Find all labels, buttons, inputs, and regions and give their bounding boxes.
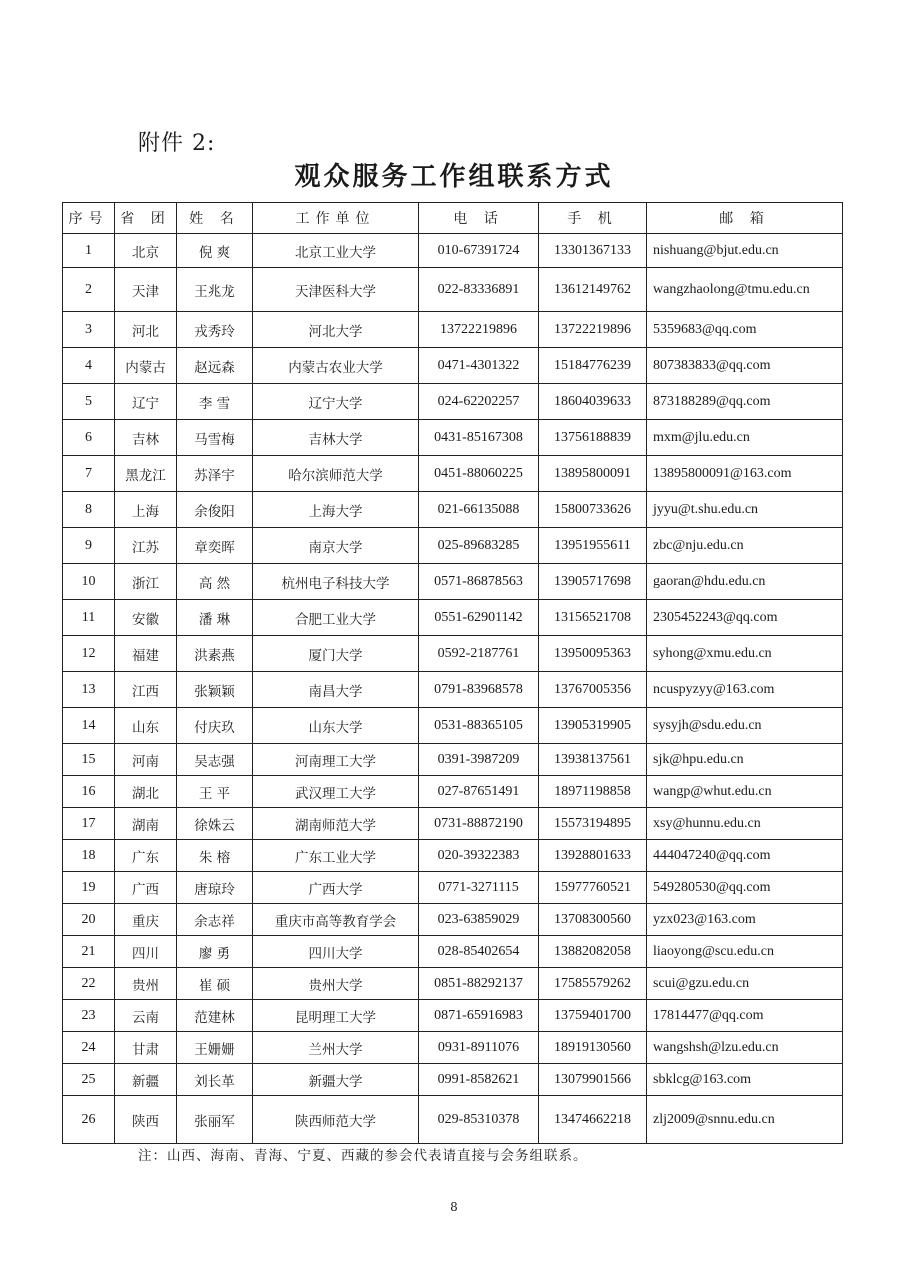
cell-phone: 010-67391724	[419, 234, 539, 268]
cell-email: sjk@hpu.edu.cn	[647, 744, 843, 776]
cell-province: 北京	[115, 234, 177, 268]
cell-phone: 13722219896	[419, 312, 539, 348]
cell-phone: 0771-3271115	[419, 872, 539, 904]
cell-phone: 0851-88292137	[419, 968, 539, 1000]
cell-name: 章奕晖	[177, 528, 253, 564]
cell-province: 新疆	[115, 1064, 177, 1096]
cell-email: wangp@whut.edu.cn	[647, 776, 843, 808]
table-row	[63, 744, 843, 776]
cell-organization: 兰州大学	[253, 1032, 419, 1064]
cell-phone: 0791-83968578	[419, 672, 539, 708]
cell-name: 余俊阳	[177, 492, 253, 528]
cell-mobile: 13156521708	[539, 600, 647, 636]
table-row	[63, 968, 843, 1000]
cell-mobile: 18919130560	[539, 1032, 647, 1064]
cell-mobile: 13756188839	[539, 420, 647, 456]
cell-index: 26	[63, 1096, 115, 1144]
cell-province: 安徽	[115, 600, 177, 636]
cell-phone: 029-85310378	[419, 1096, 539, 1144]
cell-phone: 022-83336891	[419, 268, 539, 312]
cell-organization: 北京工业大学	[253, 234, 419, 268]
cell-organization: 上海大学	[253, 492, 419, 528]
table-row	[63, 708, 843, 744]
cell-name: 付庆玖	[177, 708, 253, 744]
cell-email: 17814477@qq.com	[647, 1000, 843, 1032]
cell-index: 5	[63, 384, 115, 420]
cell-index: 12	[63, 636, 115, 672]
table-row	[63, 348, 843, 384]
table-row	[63, 904, 843, 936]
cell-name: 王兆龙	[177, 268, 253, 312]
table-row	[63, 808, 843, 840]
cell-organization: 哈尔滨师范大学	[253, 456, 419, 492]
cell-index: 21	[63, 936, 115, 968]
page-number: 8	[450, 1200, 458, 1214]
cell-province: 浙江	[115, 564, 177, 600]
cell-mobile: 15184776239	[539, 348, 647, 384]
cell-phone: 0871-65916983	[419, 1000, 539, 1032]
cell-organization: 天津医科大学	[253, 268, 419, 312]
cell-organization: 重庆市高等教育学会	[253, 904, 419, 936]
cell-phone: 0931-8911076	[419, 1032, 539, 1064]
cell-email: zlj2009@snnu.edu.cn	[647, 1096, 843, 1144]
cell-index: 9	[63, 528, 115, 564]
cell-organization: 广西大学	[253, 872, 419, 904]
table-row	[63, 234, 843, 268]
cell-province: 上海	[115, 492, 177, 528]
cell-email: 873188289@qq.com	[647, 384, 843, 420]
cell-province: 天津	[115, 268, 177, 312]
table-row	[63, 776, 843, 808]
cell-email: 807383833@qq.com	[647, 348, 843, 384]
cell-email: jyyu@t.shu.edu.cn	[647, 492, 843, 528]
cell-organization: 南昌大学	[253, 672, 419, 708]
cell-name: 倪 爽	[177, 234, 253, 268]
cell-index: 23	[63, 1000, 115, 1032]
cell-phone: 024-62202257	[419, 384, 539, 420]
cell-email: syhong@xmu.edu.cn	[647, 636, 843, 672]
cell-name: 张颖颖	[177, 672, 253, 708]
table-row	[63, 312, 843, 348]
cell-province: 甘肃	[115, 1032, 177, 1064]
table-header-row	[63, 203, 843, 234]
cell-mobile: 13895800091	[539, 456, 647, 492]
cell-index: 24	[63, 1032, 115, 1064]
cell-province: 内蒙古	[115, 348, 177, 384]
page-title: 观众服务工作组联系方式	[294, 162, 614, 192]
cell-province: 湖南	[115, 808, 177, 840]
cell-organization: 南京大学	[253, 528, 419, 564]
contact-table	[62, 202, 843, 1144]
cell-email: 549280530@qq.com	[647, 872, 843, 904]
cell-name: 徐姝云	[177, 808, 253, 840]
cell-phone: 021-66135088	[419, 492, 539, 528]
cell-mobile: 15573194895	[539, 808, 647, 840]
cell-email: xsy@hunnu.edu.cn	[647, 808, 843, 840]
cell-phone: 0731-88872190	[419, 808, 539, 840]
cell-province: 河南	[115, 744, 177, 776]
cell-name: 吴志强	[177, 744, 253, 776]
cell-email: liaoyong@scu.edu.cn	[647, 936, 843, 968]
table-row	[63, 420, 843, 456]
cell-province: 四川	[115, 936, 177, 968]
cell-organization: 新疆大学	[253, 1064, 419, 1096]
cell-name: 余志祥	[177, 904, 253, 936]
table-row	[63, 268, 843, 312]
cell-index: 3	[63, 312, 115, 348]
cell-name: 张丽军	[177, 1096, 253, 1144]
cell-index: 1	[63, 234, 115, 268]
table-row	[63, 456, 843, 492]
cell-province: 山东	[115, 708, 177, 744]
cell-email: sbklcg@163.com	[647, 1064, 843, 1096]
header-mobile: 手 机	[539, 203, 647, 234]
table-row	[63, 1096, 843, 1144]
cell-name: 王姗姗	[177, 1032, 253, 1064]
table-row	[63, 528, 843, 564]
header-email: 邮 箱	[647, 203, 843, 234]
cell-name: 朱 榕	[177, 840, 253, 872]
cell-phone: 0531-88365105	[419, 708, 539, 744]
cell-phone: 0391-3987209	[419, 744, 539, 776]
cell-index: 19	[63, 872, 115, 904]
cell-mobile: 13905319905	[539, 708, 647, 744]
cell-province: 江西	[115, 672, 177, 708]
cell-mobile: 13722219896	[539, 312, 647, 348]
cell-province: 重庆	[115, 904, 177, 936]
cell-name: 洪素燕	[177, 636, 253, 672]
cell-email: wangzhaolong@tmu.edu.cn	[647, 268, 843, 312]
cell-mobile: 13301367133	[539, 234, 647, 268]
cell-name: 马雪梅	[177, 420, 253, 456]
cell-name: 崔 硕	[177, 968, 253, 1000]
cell-index: 7	[63, 456, 115, 492]
cell-mobile: 13767005356	[539, 672, 647, 708]
cell-email: scui@gzu.edu.cn	[647, 968, 843, 1000]
cell-email: 13895800091@163.com	[647, 456, 843, 492]
cell-organization: 河南理工大学	[253, 744, 419, 776]
cell-phone: 0592-2187761	[419, 636, 539, 672]
cell-index: 6	[63, 420, 115, 456]
cell-mobile: 15800733626	[539, 492, 647, 528]
cell-province: 黑龙江	[115, 456, 177, 492]
cell-phone: 0451-88060225	[419, 456, 539, 492]
cell-index: 10	[63, 564, 115, 600]
cell-index: 17	[63, 808, 115, 840]
cell-mobile: 13612149762	[539, 268, 647, 312]
header-organization: 工作单位	[253, 203, 419, 234]
cell-mobile: 13905717698	[539, 564, 647, 600]
cell-province: 吉林	[115, 420, 177, 456]
cell-name: 赵远森	[177, 348, 253, 384]
cell-province: 云南	[115, 1000, 177, 1032]
cell-email: ncuspyzyy@163.com	[647, 672, 843, 708]
cell-organization: 杭州电子科技大学	[253, 564, 419, 600]
cell-mobile: 17585579262	[539, 968, 647, 1000]
header-name: 姓 名	[177, 203, 253, 234]
table-row	[63, 492, 843, 528]
cell-province: 广东	[115, 840, 177, 872]
table-row	[63, 636, 843, 672]
cell-phone: 0571-86878563	[419, 564, 539, 600]
cell-index: 22	[63, 968, 115, 1000]
cell-name: 唐琼玲	[177, 872, 253, 904]
cell-name: 潘 琳	[177, 600, 253, 636]
cell-mobile: 13928801633	[539, 840, 647, 872]
cell-index: 8	[63, 492, 115, 528]
cell-organization: 合肥工业大学	[253, 600, 419, 636]
table-row	[63, 1064, 843, 1096]
cell-province: 陕西	[115, 1096, 177, 1144]
cell-email: yzx023@163.com	[647, 904, 843, 936]
cell-email: nishuang@bjut.edu.cn	[647, 234, 843, 268]
cell-phone: 0991-8582621	[419, 1064, 539, 1096]
cell-mobile: 13882082058	[539, 936, 647, 968]
cell-province: 广西	[115, 872, 177, 904]
cell-phone: 025-89683285	[419, 528, 539, 564]
cell-organization: 山东大学	[253, 708, 419, 744]
cell-mobile: 18971198858	[539, 776, 647, 808]
cell-mobile: 18604039633	[539, 384, 647, 420]
table-row	[63, 872, 843, 904]
cell-organization: 广东工业大学	[253, 840, 419, 872]
cell-mobile: 15977760521	[539, 872, 647, 904]
cell-mobile: 13474662218	[539, 1096, 647, 1144]
cell-phone: 0471-4301322	[419, 348, 539, 384]
table-row	[63, 672, 843, 708]
cell-phone: 028-85402654	[419, 936, 539, 968]
header-province: 省 团	[115, 203, 177, 234]
table-row	[63, 600, 843, 636]
cell-name: 苏泽宇	[177, 456, 253, 492]
cell-mobile: 13938137561	[539, 744, 647, 776]
cell-index: 25	[63, 1064, 115, 1096]
cell-organization: 吉林大学	[253, 420, 419, 456]
cell-index: 14	[63, 708, 115, 744]
cell-phone: 027-87651491	[419, 776, 539, 808]
cell-province: 辽宁	[115, 384, 177, 420]
cell-province: 贵州	[115, 968, 177, 1000]
cell-name: 戎秀玲	[177, 312, 253, 348]
cell-name: 王 平	[177, 776, 253, 808]
cell-organization: 湖南师范大学	[253, 808, 419, 840]
header-phone: 电 话	[419, 203, 539, 234]
table-row	[63, 384, 843, 420]
cell-index: 18	[63, 840, 115, 872]
cell-phone: 020-39322383	[419, 840, 539, 872]
cell-mobile: 13708300560	[539, 904, 647, 936]
footnote: 注：山西、海南、青海、宁夏、西藏的参会代表请直接与会务组联系。	[138, 1148, 588, 1164]
cell-email: 444047240@qq.com	[647, 840, 843, 872]
table-row	[63, 1000, 843, 1032]
cell-name: 廖 勇	[177, 936, 253, 968]
table-row	[63, 1032, 843, 1064]
cell-name: 李 雪	[177, 384, 253, 420]
cell-email: 2305452243@qq.com	[647, 600, 843, 636]
cell-province: 福建	[115, 636, 177, 672]
table-row	[63, 936, 843, 968]
cell-organization: 贵州大学	[253, 968, 419, 1000]
cell-organization: 四川大学	[253, 936, 419, 968]
cell-organization: 河北大学	[253, 312, 419, 348]
cell-organization: 厦门大学	[253, 636, 419, 672]
table-row	[63, 840, 843, 872]
cell-name: 刘长革	[177, 1064, 253, 1096]
cell-index: 4	[63, 348, 115, 384]
cell-index: 11	[63, 600, 115, 636]
cell-email: 5359683@qq.com	[647, 312, 843, 348]
cell-phone: 023-63859029	[419, 904, 539, 936]
cell-organization: 陕西师范大学	[253, 1096, 419, 1144]
cell-mobile: 13759401700	[539, 1000, 647, 1032]
cell-organization: 内蒙古农业大学	[253, 348, 419, 384]
header-index: 序号	[63, 203, 115, 234]
cell-phone: 0551-62901142	[419, 600, 539, 636]
cell-organization: 辽宁大学	[253, 384, 419, 420]
cell-email: mxm@jlu.edu.cn	[647, 420, 843, 456]
cell-organization: 武汉理工大学	[253, 776, 419, 808]
cell-province: 河北	[115, 312, 177, 348]
cell-mobile: 13079901566	[539, 1064, 647, 1096]
cell-index: 16	[63, 776, 115, 808]
cell-email: sysyjh@sdu.edu.cn	[647, 708, 843, 744]
attachment-label: 附件 2:	[138, 131, 216, 156]
cell-mobile: 13950095363	[539, 636, 647, 672]
table-body	[63, 234, 843, 1144]
cell-organization: 昆明理工大学	[253, 1000, 419, 1032]
cell-index: 13	[63, 672, 115, 708]
cell-index: 2	[63, 268, 115, 312]
cell-index: 15	[63, 744, 115, 776]
cell-province: 湖北	[115, 776, 177, 808]
cell-phone: 0431-85167308	[419, 420, 539, 456]
cell-mobile: 13951955611	[539, 528, 647, 564]
cell-email: wangshsh@lzu.edu.cn	[647, 1032, 843, 1064]
cell-email: zbc@nju.edu.cn	[647, 528, 843, 564]
table-row	[63, 564, 843, 600]
cell-name: 高 然	[177, 564, 253, 600]
cell-province: 江苏	[115, 528, 177, 564]
cell-name: 范建林	[177, 1000, 253, 1032]
cell-email: gaoran@hdu.edu.cn	[647, 564, 843, 600]
cell-index: 20	[63, 904, 115, 936]
